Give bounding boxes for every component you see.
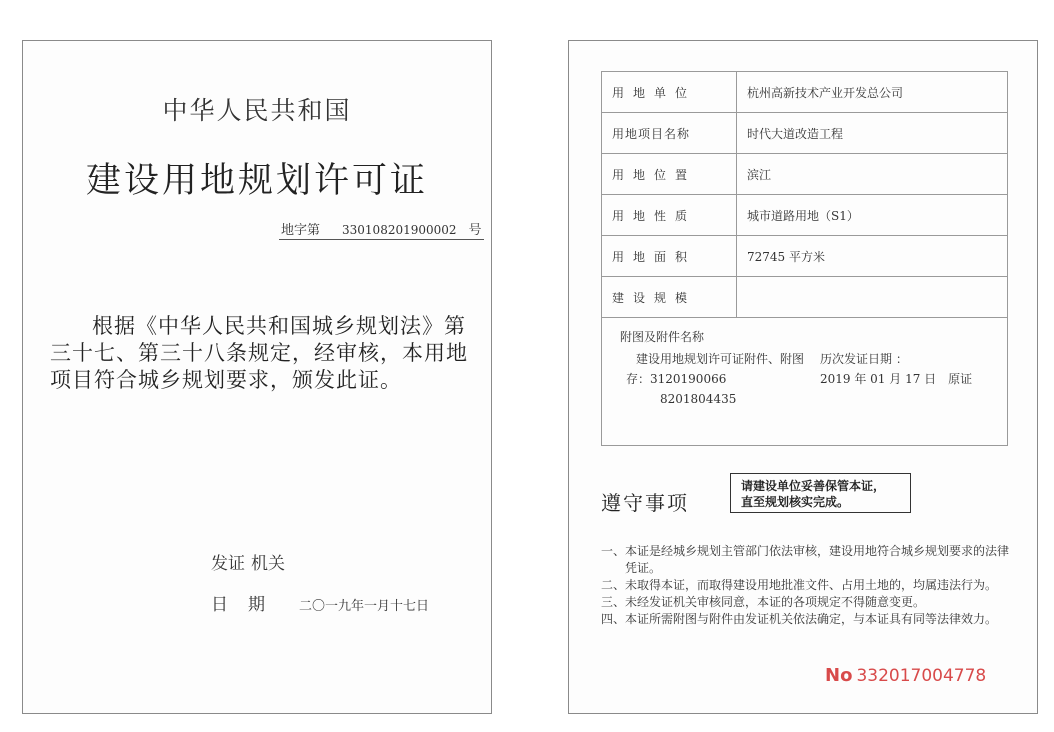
info-row: [602, 72, 1008, 113]
issue-history-label: 历次发证日期 ：: [820, 352, 908, 366]
compliance-rule-text: 未取得本证，而取得建设用地批准文件、占用土地的，均属违法行为。: [625, 578, 998, 592]
compliance-rule-number: 二、: [601, 578, 626, 592]
attachments-label: 附图及附件名称: [620, 330, 705, 344]
compliance-rule: [601, 577, 1013, 594]
custody-notice-box: [730, 473, 911, 513]
compliance-rule-number: 四、: [601, 612, 626, 626]
certificate-detail-page: [568, 40, 1038, 714]
issuing-authority: [211, 549, 285, 574]
certificate-number-line: [279, 219, 484, 240]
certificate-number-prefix: 地字第: [281, 223, 321, 238]
compliance-rule-number: 三、: [601, 595, 626, 609]
info-row-value: 城市道路用地（S1）: [737, 195, 1008, 236]
compliance-rule: [601, 611, 1013, 628]
info-row-label: 用地单位: [602, 72, 737, 113]
info-row-label: 用地性质: [602, 195, 737, 236]
serial-number: 332017004778: [856, 666, 987, 686]
info-row: [602, 277, 1008, 318]
compliance-rule-text: 未经发证机关审核同意，本证的各项规定不得随意变更。: [625, 595, 926, 609]
issuing-authority-label-1: 发证: [211, 554, 245, 574]
issue-history: [820, 349, 972, 389]
info-row: [602, 236, 1008, 277]
info-row: [602, 113, 1008, 154]
compliance-rule-text: 本证所需附图与附件由发证机关依法确定，与本证具有同等法律效力。: [625, 612, 998, 626]
issue-date-label: 日期: [211, 595, 285, 615]
info-row-label: 用地位置: [602, 154, 737, 195]
custody-notice-line-1: 请建设单位妥善保管本证，: [741, 479, 886, 493]
info-row-label: 建设规模: [602, 277, 737, 318]
compliance-rule: [601, 594, 1013, 611]
compliance-rules-list: [601, 543, 1013, 628]
land-info-table: [601, 71, 1008, 318]
serial-number-prefix: No: [825, 665, 853, 686]
info-row: [602, 195, 1008, 236]
issue-history-date: 2019 年 01 月 17 日 原证: [820, 372, 973, 386]
attachments-line-2: 存：3120190066: [626, 372, 727, 386]
certificate-front-page: [22, 40, 492, 714]
attachments-line-3: 8201804435: [660, 392, 737, 406]
issuing-authority-label-2: 机关: [251, 554, 285, 574]
info-row-value: [737, 277, 1008, 318]
certificate-number: 330108201900002: [342, 223, 457, 237]
certificate-number-suffix: 号: [468, 223, 482, 238]
info-row-label: 用地项目名称: [602, 113, 737, 154]
info-row-value: 滨江: [737, 154, 1008, 195]
compliance-rule-text: 本证是经城乡规划主管部门依法审核，建设用地符合城乡规划要求的法律凭证。: [625, 544, 1010, 575]
info-row: [602, 154, 1008, 195]
compliance-title: 遵守事项: [601, 491, 689, 515]
info-row-value: 杭州高新技术产业开发总公司: [737, 72, 1008, 113]
issue-date-value: 二〇一九年一月十七日: [299, 599, 430, 614]
certificate-body-text: 根据《中华人民共和国城乡规划法》第三十七、第三十八条规定，经审核，本用地项目符合城乡规划要求，颁发此证。: [50, 314, 468, 392]
country-name: 中华人民共和国: [162, 96, 352, 125]
compliance-rule: [601, 543, 1013, 577]
certificate-title: 建设用地规划许可证: [85, 161, 428, 201]
custody-notice-line-2: 直至规划核实完成。: [741, 495, 850, 509]
issue-date-row: [211, 590, 429, 615]
attachments-line-1: 建设用地规划许可证附件、附图: [636, 352, 805, 366]
compliance-rule-number: 一、: [601, 544, 626, 558]
info-row-label: 用地面积: [602, 236, 737, 277]
serial-number-stamp: [825, 665, 986, 686]
attachments-value: [626, 349, 812, 409]
info-row-value: 72745 平方米: [737, 236, 1008, 277]
info-row-value: 时代大道改造工程: [737, 113, 1008, 154]
attachments-section: [601, 317, 1008, 446]
